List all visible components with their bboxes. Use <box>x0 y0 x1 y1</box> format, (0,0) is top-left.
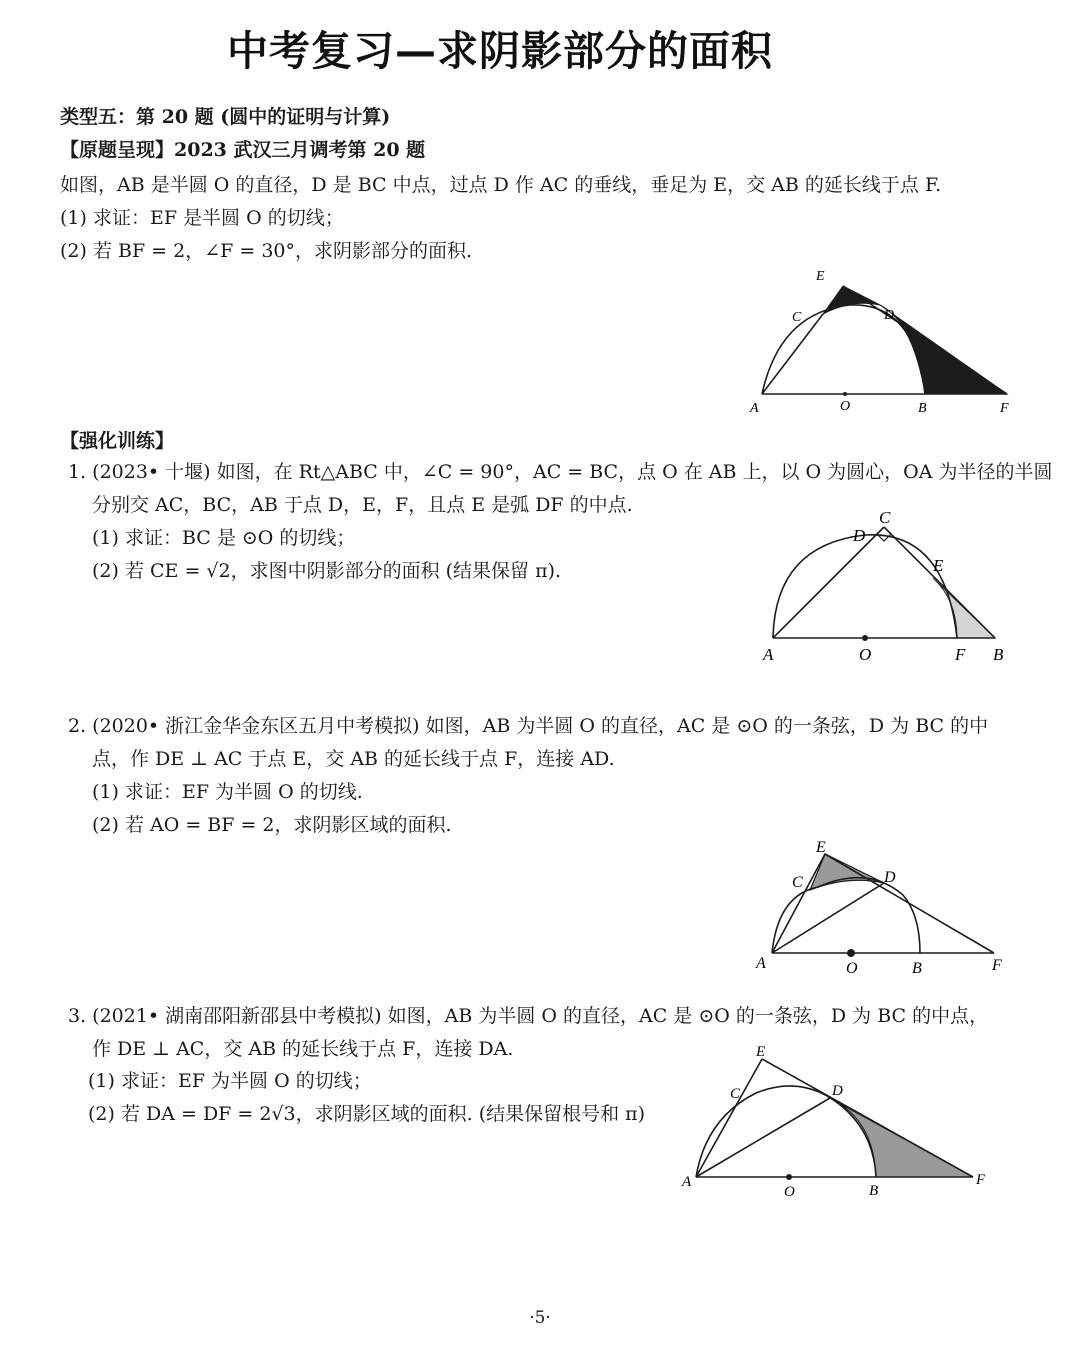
problem-1-line-1: 1. (2023• 十堰) 如图，在 Rt△ABC 中，∠C = 90°，AC = BC，点 O 在 AB 上，以 O 为圆心，OA 为半径的半圆 <box>68 461 1053 483</box>
figure-problem-2 <box>748 835 1028 980</box>
chord-ac <box>762 314 823 394</box>
label-a: A <box>682 1174 692 1190</box>
chord-ad <box>772 883 884 953</box>
problem-1-question-1: (1) 求证：BC 是 ⊙O 的切线； <box>92 527 356 549</box>
chord-ac <box>696 1059 762 1177</box>
shaded-region-top <box>823 286 880 314</box>
type-heading: 类型五：第 20 题 (圆中的证明与计算) <box>60 106 391 128</box>
figure-intro <box>740 262 1040 422</box>
label-o: O <box>846 960 858 977</box>
label-b: B <box>993 645 1004 664</box>
problem-2-question-1: (1) 求证：EF 为半圆 O 的切线. <box>92 781 363 803</box>
label-f: F <box>992 957 1002 974</box>
problem-2-line-1: 2. (2020• 浙江金华金东区五月中考模拟) 如图，AB 为半圆 O 的直径，AC 是 ⊙O 的一条弦，D 为 BC 的中 <box>68 715 989 737</box>
label-c: C <box>792 874 803 891</box>
page-number: ·5· <box>529 1308 551 1328</box>
problem-3-question-2: (2) 若 DA = DF = 2√3，求阴影区域的面积. (结果保留根号和 π) <box>88 1103 646 1125</box>
center-dot <box>786 1174 792 1180</box>
problem-1-question-2: (2) 若 CE = √2，求图中阴影部分的面积 (结果保留 π). <box>92 560 562 582</box>
label-c: C <box>879 508 891 527</box>
label-o: O <box>784 1184 795 1200</box>
problem-2-question-2: (2) 若 AO = BF = 2，求阴影区域的面积. <box>92 814 452 836</box>
label-f: F <box>1000 401 1009 416</box>
label-o: O <box>840 399 851 414</box>
center-dot <box>843 392 847 396</box>
line-ef <box>762 1059 973 1177</box>
label-a: A <box>763 645 774 664</box>
page-title: 中考复习—求阴影部分的面积 <box>227 27 773 75</box>
label-c: C <box>730 1086 741 1102</box>
label-c: C <box>792 310 802 325</box>
intro-question-2: (2) 若 BF = 2，∠F = 30°，求阴影部分的面积. <box>60 240 473 262</box>
side-cb <box>884 527 995 638</box>
label-d: D <box>832 1083 843 1099</box>
semicircle-arc <box>762 305 925 394</box>
shaded-region <box>810 854 884 890</box>
intro-stem: 如图，AB 是半圆 O 的直径，D 是 BC 中点，过点 D 作 AC 的垂线，垂足为 E，交 AB 的延长线于点 F. <box>60 174 942 196</box>
source-heading: 【原题呈现】2023 武汉三月调考第 20 题 <box>60 139 426 161</box>
intro-question-1: (1) 求证：EF 是半圆 O 的切线； <box>60 207 344 229</box>
problem-2-line-2: 点，作 DE ⊥ AC 于点 E，交 AB 的延长线于点 F，连接 AD. <box>92 748 615 770</box>
semicircle-arc <box>773 535 957 638</box>
label-d: D <box>884 308 895 323</box>
center-dot <box>847 949 855 957</box>
label-f: F <box>976 1172 986 1188</box>
figure-problem-1 <box>755 505 1035 675</box>
problem-3-line-2: 作 DE ⊥ AC，交 AB 的延长线于点 F，连接 DA. <box>92 1038 514 1060</box>
label-f: F <box>955 645 966 664</box>
label-e: E <box>816 269 825 284</box>
label-a: A <box>756 955 766 972</box>
label-e: E <box>816 839 826 856</box>
label-e: E <box>756 1044 766 1060</box>
semicircle-arc <box>696 1086 876 1177</box>
label-a: A <box>750 401 759 416</box>
center-dot <box>862 635 868 641</box>
label-e: E <box>933 556 944 575</box>
problem-3-line-1: 3. (2021• 湖南邵阳新邵县中考模拟) 如图，AB 为半圆 O 的直径，AC 是 ⊙O 的一条弦，D 为 BC 的中点， <box>68 1005 989 1027</box>
figure-problem-3 <box>676 1038 996 1208</box>
problem-1-line-2: 分别交 AC，BC，AB 于点 D，E，F，且点 E 是弧 DF 的中点. <box>92 494 633 516</box>
problem-3-question-1: (1) 求证：EF 为半圆 O 的切线； <box>88 1070 372 1092</box>
label-d: D <box>853 526 866 545</box>
label-b: B <box>912 960 922 977</box>
chord-ad <box>696 1098 830 1177</box>
label-d: D <box>884 869 896 886</box>
chord-ac <box>772 854 825 953</box>
section-heading: 【强化训练】 <box>60 430 175 452</box>
label-o: O <box>859 645 872 664</box>
label-b: B <box>869 1183 879 1199</box>
label-b: B <box>918 401 927 416</box>
